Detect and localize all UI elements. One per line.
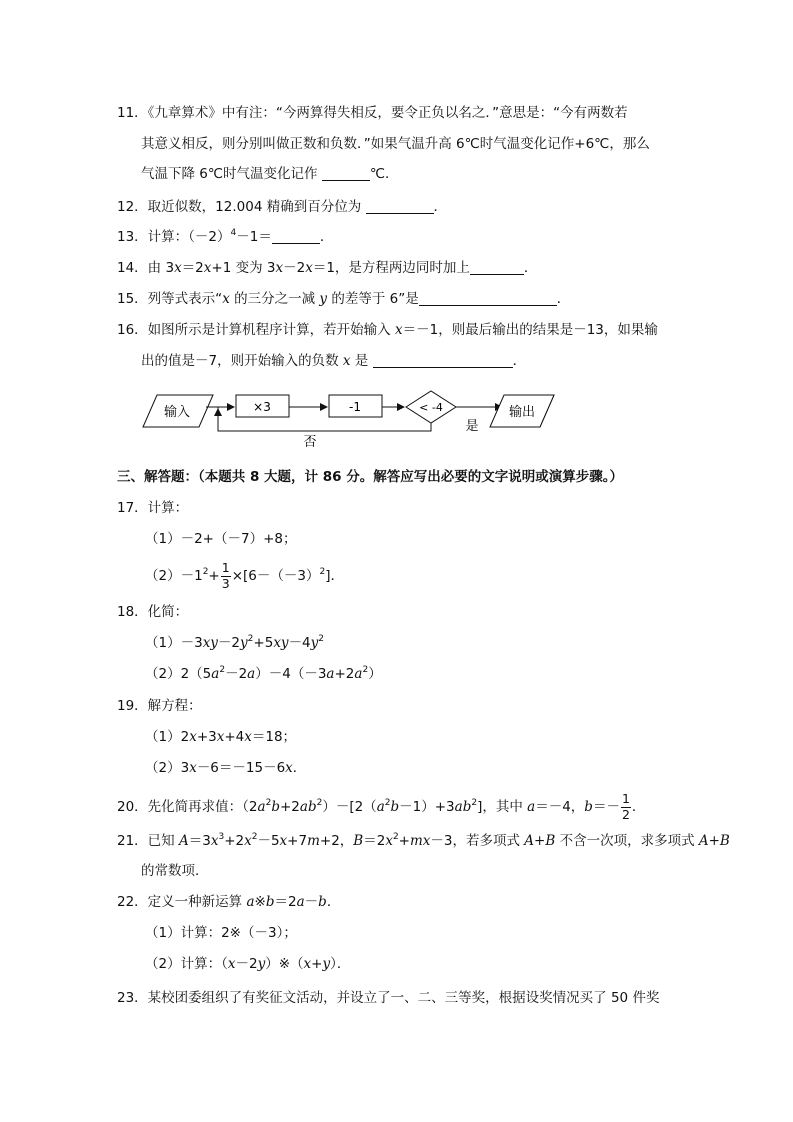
q11-line1: 11．《九章算术》中有注：“今两算得失相反，要令正负以名之．”意思是：“今有两数若 bbox=[117, 105, 628, 121]
one-half-fraction: $\frac{1}{2}$ bbox=[621, 791, 630, 822]
q21-line1: 21．已知 $A=3x^3+2x^2-5x+7m+2$，$B=2x^2+mx-3$，若多项式 A+B 不含一次项，求多项式 A+B bbox=[117, 832, 730, 849]
q13-line: 13．计算：$(-2)^4-1=$ ． bbox=[117, 228, 334, 245]
program-flowchart bbox=[135, 383, 575, 453]
q19-part2: （2）3x－6＝－15－6x． bbox=[145, 760, 307, 776]
q17-title: 17．计算： bbox=[117, 500, 189, 516]
q18-title: 18．化简： bbox=[117, 604, 189, 620]
q22-part2: （2）计算：（x－2y）※（x+y）． bbox=[145, 956, 351, 972]
q21-line2: 的常数项． bbox=[141, 863, 209, 879]
condition-label: < -4 bbox=[419, 401, 443, 414]
q23-line: 23．某校团委组织了有奖征文活动，并设立了一、二、三等奖，根据设奖情况买了 50 件奖 bbox=[117, 990, 660, 1006]
section-3-heading: 三、解答题：（本题共 8 大题，计 86 分。解答应写出必要的文字说明或演算步骤。） bbox=[117, 469, 623, 485]
q16-answer-blank[interactable] bbox=[373, 353, 513, 368]
yes-label: 是 bbox=[465, 419, 479, 434]
subtract-label: -1 bbox=[349, 400, 361, 414]
q11-line3: 气温下降 6℃时气温变化记作 ℃． bbox=[141, 166, 399, 182]
q22-line: 22．定义一种新运算 a※b＝2a－b． bbox=[117, 894, 341, 910]
q12-answer-blank[interactable] bbox=[366, 199, 434, 214]
one-third-fraction: $\frac{1}{3}$ bbox=[221, 560, 230, 591]
q15-answer-blank[interactable] bbox=[419, 291, 557, 306]
multiply-label: ×3 bbox=[253, 400, 271, 414]
q16-line1: 16．如图所示是计算机程序计算，若开始输入 x＝－1，则最后输出的结果是－13，如果输 bbox=[117, 322, 658, 338]
q20-line: 20．先化简再求值：$(2a^2b+2ab^2)-[2(a^2b-1)+3ab^2]$，其中 a＝－4，b＝－ $\frac{1}{2}$ ． bbox=[117, 791, 646, 822]
q16-line2: 出的值是－7，则开始输入的负数 x 是 ． bbox=[141, 353, 527, 369]
q19-title: 19．解方程： bbox=[117, 698, 202, 714]
no-label: 否 bbox=[303, 435, 317, 450]
q11-line2: 其意义相反，则分别叫做正数和负数．”如果气温升高 6℃时气温变化记作+6℃，那么 bbox=[141, 136, 650, 152]
q19-part1: （1）2x+3x+4x＝18； bbox=[145, 729, 297, 745]
q14-answer-blank[interactable] bbox=[470, 260, 524, 275]
q17-part1: （1）－2+（－7）+8； bbox=[145, 531, 297, 547]
output-label: 输出 bbox=[508, 405, 536, 420]
q15-line: 15．列等式表示“x 的三分之一减 y 的差等于 6”是 ． bbox=[117, 291, 571, 307]
q22-part1: （1）计算：2※（－3）； bbox=[145, 925, 297, 941]
q18-part1: $(1)-3xy-2y^2+5xy-4y^2$ bbox=[145, 634, 325, 651]
q12-line: 12．取近似数，12.004 精确到百分位为 ． bbox=[117, 199, 447, 215]
input-label: 输入 bbox=[163, 405, 191, 420]
q17-part2: $(2)-1^2+$ $\frac{1}{3}$ $\times[6-(-3)^2]$． bbox=[145, 560, 344, 591]
q18-part2: $(2)2(5a^2-2a)-4(-3a+2a^2)$ bbox=[145, 665, 382, 682]
q13-answer-blank[interactable] bbox=[272, 229, 320, 244]
q11-answer-blank[interactable] bbox=[322, 166, 370, 181]
q14-line: 14．由 3x＝2x+1 变为 3x－2x＝1，是方程两边同时加上 ． bbox=[117, 260, 538, 276]
